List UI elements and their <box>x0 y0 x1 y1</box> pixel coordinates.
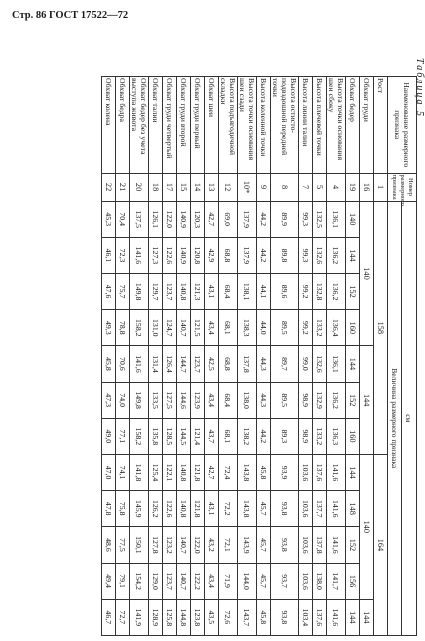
cell-value: 141,6 <box>327 527 346 563</box>
chest-group-0: 140 <box>360 201 374 346</box>
cell-value: 149,8 <box>130 382 149 418</box>
cell-value: 93,7 <box>271 563 299 599</box>
cell-value: 72,3 <box>116 237 130 273</box>
data-table <box>101 76 417 636</box>
cell-value: 44,2 <box>257 237 271 273</box>
cell-value: 45,7 <box>257 563 271 599</box>
cell-value: 138,0 <box>313 563 327 599</box>
row-name: Обхват груди четвертый <box>163 77 177 174</box>
table-row <box>205 77 219 636</box>
cell-value: 72,4 <box>219 454 238 490</box>
cell-value: 140,9 <box>177 201 191 237</box>
cell-value: 144,7 <box>177 346 191 382</box>
table-row <box>257 77 271 636</box>
hips-value-7: 144 <box>346 454 360 490</box>
cell-value: 122,0 <box>163 201 177 237</box>
row-number: 9 <box>257 173 271 201</box>
cell-value: 149,8 <box>130 274 149 310</box>
cell-value: 45,7 <box>257 491 271 527</box>
table-row <box>163 77 177 636</box>
cell-value: 49,0 <box>102 418 116 454</box>
cell-value: 68,4 <box>219 382 238 418</box>
cell-value: 103,4 <box>299 599 313 635</box>
cell-value: 70,4 <box>116 201 130 237</box>
row-number: 7 <box>299 173 313 201</box>
row-name: Высота линии талии <box>299 77 313 174</box>
row-number: 14 <box>191 173 205 201</box>
cell-value: 131,4 <box>149 346 163 382</box>
cell-value: 72,7 <box>116 599 130 635</box>
cell-value: 141,6 <box>130 237 149 273</box>
cell-value: 69,0 <box>219 201 238 237</box>
cell-value: 77,1 <box>116 418 130 454</box>
cell-value: 99,2 <box>299 310 313 346</box>
cell-value: 122,6 <box>163 237 177 273</box>
row-number: 4 <box>327 173 346 201</box>
cell-value: 68,8 <box>219 346 238 382</box>
cell-value: 140,8 <box>177 491 191 527</box>
hips-value-8: 148 <box>346 491 360 527</box>
cell-value: 141,6 <box>327 491 346 527</box>
cell-value: 122,1 <box>163 454 177 490</box>
cell-value: 150,1 <box>130 527 149 563</box>
cell-value: 89,6 <box>271 274 299 310</box>
cell-value: 125,8 <box>163 599 177 635</box>
cell-value: 43,4 <box>205 563 219 599</box>
cell-value: 136,4 <box>327 310 346 346</box>
cell-value: 131,0 <box>149 310 163 346</box>
row-name: Высота подъягодичной складки <box>219 77 238 174</box>
cell-value: 121,8 <box>191 454 205 490</box>
chest-num: 16 <box>360 173 374 201</box>
cell-value: 122,0 <box>191 527 205 563</box>
hips-value-10: 156 <box>346 563 360 599</box>
row-name: Высота остисто-подвздошной передней точки <box>271 77 299 174</box>
row-name: Обхват талии <box>149 77 163 174</box>
number-header: Номер размерного признака <box>388 173 417 201</box>
cell-value: 133,2 <box>313 310 327 346</box>
value-header: Величина размерного признака <box>388 201 402 635</box>
cell-value: 136,3 <box>327 418 346 454</box>
cell-value: 137,6 <box>313 599 327 635</box>
cell-value: 103,6 <box>299 563 313 599</box>
cell-value: 93,8 <box>271 491 299 527</box>
cell-value: 43,1 <box>205 491 219 527</box>
cell-value: 144,6 <box>177 382 191 418</box>
cell-value: 45,7 <box>257 527 271 563</box>
cell-value: 123,8 <box>191 599 205 635</box>
cell-value: 42,7 <box>205 454 219 490</box>
table-row <box>149 77 163 636</box>
cell-value: 133,2 <box>313 418 327 454</box>
row-number: 12 <box>219 173 238 201</box>
cell-value: 144,8 <box>177 599 191 635</box>
cell-value: 45,3 <box>102 201 116 237</box>
row-name: Обхват шеи <box>205 77 219 174</box>
cell-value: 43,4 <box>205 310 219 346</box>
cell-value: 71,9 <box>219 563 238 599</box>
cell-value: 143,9 <box>238 527 257 563</box>
cell-value: 136,2 <box>327 382 346 418</box>
cell-value: 126,2 <box>149 491 163 527</box>
cell-value: 120,3 <box>191 201 205 237</box>
cell-value: 132,6 <box>313 346 327 382</box>
row-number: 13 <box>205 173 219 201</box>
rost-group-1: 164 <box>374 454 388 635</box>
cell-value: 93,9 <box>271 454 299 490</box>
hips-value-11: 144 <box>346 599 360 635</box>
cell-value: 143,8 <box>238 491 257 527</box>
row-name: Обхват бедра <box>116 77 130 174</box>
cell-value: 44,3 <box>257 346 271 382</box>
table-row <box>102 77 116 636</box>
cell-value: 42,7 <box>205 201 219 237</box>
cell-value: 127,5 <box>163 382 177 418</box>
row-number: 21 <box>116 173 130 201</box>
cell-value: 138,2 <box>238 418 257 454</box>
cell-value: 43,1 <box>205 274 219 310</box>
table-row <box>116 77 130 636</box>
cell-value: 141,6 <box>327 599 346 635</box>
cell-value: 78,8 <box>116 310 130 346</box>
cell-value: 133,5 <box>149 382 163 418</box>
row-number: 20 <box>130 173 149 201</box>
cell-value: 43,7 <box>205 418 219 454</box>
cell-value: 75,8 <box>116 491 130 527</box>
hips-value-0: 140 <box>346 201 360 237</box>
cell-value: 89,8 <box>271 237 299 273</box>
cell-value: 145,9 <box>130 491 149 527</box>
table-row <box>219 77 238 636</box>
cell-value: 43,5 <box>205 599 219 635</box>
cell-value: 126,4 <box>163 346 177 382</box>
cell-value: 123,9 <box>191 382 205 418</box>
cell-value: 98,9 <box>299 418 313 454</box>
row-name: Обхват груди первый <box>191 77 205 174</box>
cell-value: 137,9 <box>238 237 257 273</box>
cell-value: 128,9 <box>149 599 163 635</box>
cell-value: 93,8 <box>271 599 299 635</box>
cell-value: 44,2 <box>257 201 271 237</box>
hips-value-6: 160 <box>346 418 360 454</box>
cell-value: 136,1 <box>327 346 346 382</box>
hips-value-9: 152 <box>346 527 360 563</box>
cell-value: 99,3 <box>299 237 313 273</box>
chest-group-3: 144 <box>360 599 374 635</box>
cell-value: 68,8 <box>219 237 238 273</box>
cell-value: 137,8 <box>313 527 327 563</box>
cell-value: 141,9 <box>130 599 149 635</box>
cell-value: 141,7 <box>327 563 346 599</box>
cell-value: 99,3 <box>299 201 313 237</box>
cell-value: 140,8 <box>177 454 191 490</box>
cell-value: 47,3 <box>102 382 116 418</box>
cell-value: 143,8 <box>238 454 257 490</box>
cell-value: 68,1 <box>219 418 238 454</box>
cell-value: 47,8 <box>102 491 116 527</box>
cell-value: 42,5 <box>205 346 219 382</box>
cell-value: 121,4 <box>191 418 205 454</box>
cell-value: 138,1 <box>238 274 257 310</box>
cell-value: 140,7 <box>177 563 191 599</box>
cell-value: 89,5 <box>271 382 299 418</box>
cell-value: 154,2 <box>130 563 149 599</box>
cell-value: 126,1 <box>149 201 163 237</box>
cell-value: 44,1 <box>257 274 271 310</box>
cell-value: 158,2 <box>130 310 149 346</box>
cell-value: 89,3 <box>271 418 299 454</box>
cell-value: 93,8 <box>271 527 299 563</box>
cell-value: 123,7 <box>191 346 205 382</box>
cell-value: 77,5 <box>116 527 130 563</box>
cell-value: 121,8 <box>191 491 205 527</box>
row-name: Высота точки основания шеи сзади <box>238 77 257 174</box>
rost-group-0: 158 <box>374 201 388 454</box>
cell-value: 103,6 <box>299 527 313 563</box>
hips-num: 19 <box>346 173 360 201</box>
table-row <box>177 77 191 636</box>
cell-value: 45,8 <box>257 454 271 490</box>
cell-value: 140,9 <box>177 237 191 273</box>
cell-value: 140,7 <box>177 527 191 563</box>
rotated-table-wrapper <box>17 76 417 636</box>
page-header: Стр. 86 ГОСТ 17522—72 <box>12 10 129 21</box>
row-number: 10* <box>238 173 257 201</box>
cell-value: 74,0 <box>116 382 130 418</box>
table-row <box>299 77 313 636</box>
cell-value: 121,3 <box>191 274 205 310</box>
cell-value: 49,4 <box>102 563 116 599</box>
cell-value: 70,6 <box>116 346 130 382</box>
cell-value: 98,9 <box>299 382 313 418</box>
row-number: 22 <box>102 173 116 201</box>
cell-value: 122,6 <box>163 491 177 527</box>
cell-value: 72,6 <box>219 599 238 635</box>
table-row <box>327 77 346 636</box>
cell-value: 141,6 <box>327 454 346 490</box>
cell-value: 99,2 <box>299 274 313 310</box>
cell-value: 89,9 <box>271 201 299 237</box>
cell-value: 47,6 <box>102 274 116 310</box>
cell-value: 42,9 <box>205 237 219 273</box>
table-row <box>313 77 327 636</box>
cell-value: 99,0 <box>299 346 313 382</box>
cell-value: 45,8 <box>102 346 116 382</box>
cell-value: 46,1 <box>102 237 116 273</box>
table-row <box>191 77 205 636</box>
cell-value: 44,2 <box>257 418 271 454</box>
row-name: Обхват груди второй <box>177 77 191 174</box>
row-number: 17 <box>163 173 177 201</box>
cell-value: 72,1 <box>219 527 238 563</box>
table-row <box>238 77 257 636</box>
cell-value: 46,7 <box>102 599 116 635</box>
cell-value: 137,7 <box>313 491 327 527</box>
row-number: 8 <box>271 173 299 201</box>
row-number: 5 <box>313 173 327 201</box>
row-name: Обхват бедер без учета выступа живота <box>130 77 149 174</box>
cell-value: 138,0 <box>238 382 257 418</box>
cell-value: 103,6 <box>299 454 313 490</box>
rost-label: Рост <box>374 77 388 174</box>
cell-value: 136,2 <box>327 237 346 273</box>
table-row <box>271 77 299 636</box>
cell-value: 74,1 <box>116 454 130 490</box>
cell-value: 158,2 <box>130 418 149 454</box>
row-number: 15 <box>177 173 191 201</box>
cell-value: 68,1 <box>219 310 238 346</box>
cell-value: 144,5 <box>177 418 191 454</box>
hips-value-3: 160 <box>346 310 360 346</box>
cell-value: 43,4 <box>205 382 219 418</box>
cell-value: 45,8 <box>257 599 271 635</box>
rost-num: 1 <box>374 173 388 201</box>
cell-value: 129,0 <box>149 563 163 599</box>
cell-value: 138,3 <box>238 310 257 346</box>
cell-value: 140,7 <box>177 310 191 346</box>
unit-label: см <box>402 201 417 635</box>
hips-value-4: 144 <box>346 346 360 382</box>
table-row <box>130 77 149 636</box>
cell-value: 121,5 <box>191 310 205 346</box>
cell-value: 137,9 <box>238 201 257 237</box>
cell-value: 137,8 <box>238 346 257 382</box>
cell-value: 103,6 <box>299 491 313 527</box>
chest-group-1: 144 <box>360 346 374 455</box>
hips-label: Обхват бедер <box>346 77 360 174</box>
table-body <box>102 77 346 636</box>
row-number: 18 <box>149 173 163 201</box>
cell-value: 132,6 <box>313 237 327 273</box>
row-name: Высота коленной точки <box>257 77 271 174</box>
cell-value: 143,7 <box>238 599 257 635</box>
cell-value: 123,7 <box>163 274 177 310</box>
cell-value: 68,4 <box>219 274 238 310</box>
cell-value: 124,7 <box>163 310 177 346</box>
cell-value: 136,2 <box>327 274 346 310</box>
cell-value: 49,3 <box>102 310 116 346</box>
cell-value: 132,9 <box>313 382 327 418</box>
hips-value-2: 152 <box>346 274 360 310</box>
cell-value: 135,8 <box>149 418 163 454</box>
cell-value: 140,8 <box>177 274 191 310</box>
cell-value: 141,8 <box>130 454 149 490</box>
cell-value: 137,5 <box>130 201 149 237</box>
cell-value: 136,1 <box>327 201 346 237</box>
cell-value: 44,3 <box>257 382 271 418</box>
cell-value: 141,6 <box>130 346 149 382</box>
cell-value: 120,8 <box>191 237 205 273</box>
cell-value: 125,4 <box>149 454 163 490</box>
row-name: Обхват колена <box>102 77 116 174</box>
name-header: Наименование размерного признака <box>388 77 417 174</box>
cell-value: 123,7 <box>163 563 177 599</box>
cell-value: 127,8 <box>149 527 163 563</box>
table-title: Таблица 5 <box>414 58 425 118</box>
cell-value: 137,6 <box>313 454 327 490</box>
cell-value: 132,5 <box>313 201 327 237</box>
cell-value: 129,7 <box>149 274 163 310</box>
cell-value: 89,7 <box>271 346 299 382</box>
cell-value: 72,2 <box>219 491 238 527</box>
chest-label: Обхват груди <box>360 77 374 174</box>
hips-value-5: 152 <box>346 382 360 418</box>
cell-value: 44,0 <box>257 310 271 346</box>
cell-value: 123,2 <box>163 527 177 563</box>
cell-value: 47,0 <box>102 454 116 490</box>
cell-value: 128,5 <box>163 418 177 454</box>
cell-value: 43,2 <box>205 527 219 563</box>
cell-value: 144,0 <box>238 563 257 599</box>
cell-value: 89,5 <box>271 310 299 346</box>
cell-value: 122,2 <box>191 563 205 599</box>
row-name: Высота плечевой точки <box>313 77 327 174</box>
hips-value-1: 144 <box>346 237 360 273</box>
cell-value: 79,1 <box>116 563 130 599</box>
cell-value: 75,7 <box>116 274 130 310</box>
chest-group-2: 140 <box>360 454 374 599</box>
cell-value: 48,6 <box>102 527 116 563</box>
cell-value: 132,8 <box>313 274 327 310</box>
cell-value: 127,3 <box>149 237 163 273</box>
row-name: Высота точки основания шеи сбоку <box>327 77 346 174</box>
